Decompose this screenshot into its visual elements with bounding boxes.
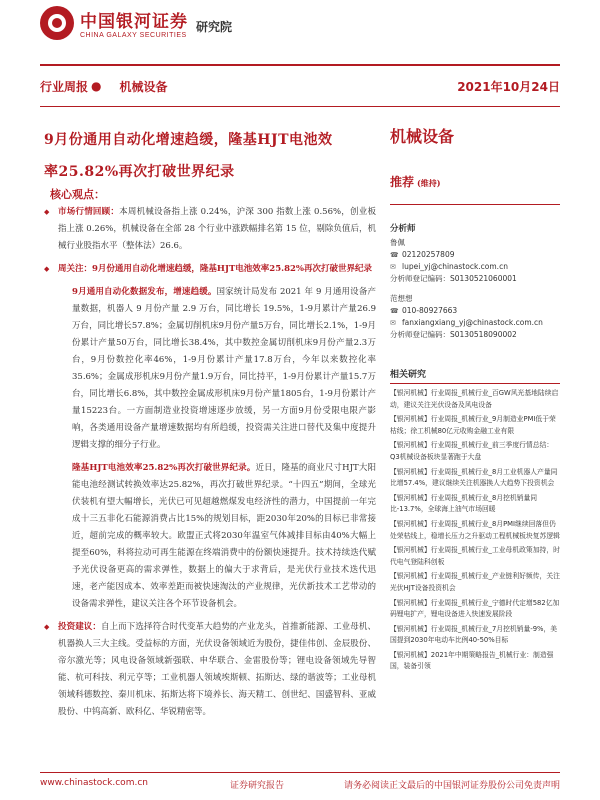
core-views-label: 核心观点： bbox=[50, 188, 105, 201]
footer-disclaimer: 请务必阅读正文最后的中国银河证券股份公司免责声明 bbox=[343, 781, 560, 791]
analyst-1-email-row bbox=[390, 261, 560, 273]
analyst-2-name: 范想想 bbox=[390, 294, 413, 303]
footer-center: 证券研究报告 bbox=[230, 781, 285, 791]
investment-text: 自上而下选择符合时代变革大趋势的产业龙头，首推新能源、工业母机、机器换人三大主线。受益标的方面，光伏设备领域近为股份，捷佳伟创、金辰股份、帝尔激光等；风电设备领域新强联、申华联合、金雷股份等；锂电设备领域先导智能、杭可科技、利元亨等；工业机器人领域埃斯顿、拓斯达、绿的谐波等；工业母机领域科德数控、秦川机床、拓斯达将下境养长、海天精工、创世纪、国盛智科、亚威股份、中钨高新、欧科亿、华锐精密等。 bbox=[58, 622, 376, 717]
report-title bbox=[44, 124, 384, 188]
related-item[interactable]: 【银河机械】行业周报_机械行业_工业母机政策加持，时代电气登陆科创板 bbox=[390, 546, 560, 566]
related-item[interactable]: 【银河机械】行业周报_机械行业_百GW风光基地陆续启动，建议关注光伏设备及风电设备 bbox=[390, 389, 559, 409]
brand-name-cn: 中国银河证券 bbox=[80, 12, 188, 32]
report-type: 行业周报 bbox=[40, 79, 89, 94]
investment-heading: 投资建议： bbox=[58, 622, 101, 632]
galaxy-logo-icon bbox=[40, 6, 74, 40]
market-review-heading: 市场行情回顾： bbox=[58, 207, 120, 217]
email-icon: ✉ bbox=[390, 319, 396, 327]
analyst-2-phone: 010-80927663 bbox=[402, 306, 458, 315]
investment-paragraph bbox=[48, 619, 376, 721]
related-item[interactable]: 【银河机械】行业周报_机械行业_宁德时代定增582亿加码锂电扩产，锂电设备进入快速发展阶段 bbox=[390, 598, 560, 619]
email-icon: ✉ bbox=[390, 263, 396, 271]
sidebar-divider bbox=[390, 204, 560, 205]
analyst-2-email-row bbox=[390, 317, 560, 329]
related-research-heading: 相关研究 bbox=[390, 367, 560, 384]
phone-icon: ☎ bbox=[390, 251, 399, 259]
brand-logo bbox=[40, 6, 232, 40]
analyst-2-email[interactable]: fanxiangxiang_yj@chinastock.com.cn bbox=[402, 318, 543, 327]
footer-website[interactable]: www.chinastock.com.cn bbox=[40, 778, 148, 788]
rating-value: 推荐 bbox=[390, 175, 415, 189]
related-item[interactable]: 【银河机械】行业周报_机械行业_8月PMI继续回落但仍处荣枯线上，稳增长压力之升驱动工程机械板块复苏逻辑 bbox=[390, 519, 560, 540]
analyst-1-name: 鲁佩 bbox=[390, 238, 405, 247]
title-line-2: 率25.82%再次打破世界纪录 bbox=[44, 164, 235, 180]
hjt-heading: 隆基HJT电池效率25.82%再次打破世界纪录。 bbox=[72, 463, 256, 473]
automation-text: 国家统计局发布 2021 年 9 月通用设备产量数据，机器人 9 月份产量 2.9 万台，同比增长 19.5%，1-9月累计产量26.9万台，同比增长57.8%；金属切削机床9月份产量5万台，同比增长2.1%，1-9月份累计产量50万台，同比增长38.4%，其中数控金属切削机床9月份产量2.3万台，9月份数控化率46%，1-9月份累计产量17.8万台，今年以来数控化率35.6%；金属成形机床9月份产量1.9万台，同比持平，1-9月份累计产量15.7万台，同比增长6.8%，其中数控金属成形机床9月份产量1805台，1-9月份累计产量15223台。一方面制造业投资增速逐步放缓，另一方面9月份受限电限产影响，各类通用设备产量增速数据均有所趋缓，投资需关注进口替代及集中度提升逻辑支撑的细分子行业。 bbox=[72, 287, 376, 450]
related-item[interactable]: 【银河机械】行业周报_机械行业_9月制造业PMI低于荣枯线；徐工机械80亿元收购金融工业有限 bbox=[390, 415, 556, 435]
analyst-2-cert: 分析师登记编码：S0130518090002 bbox=[390, 330, 517, 339]
brand-name-en: CHINA GALAXY SECURITIES bbox=[80, 32, 187, 39]
weekly-focus-paragraph bbox=[48, 261, 376, 278]
rating bbox=[390, 173, 560, 190]
analyst-block bbox=[390, 223, 560, 341]
related-item[interactable]: 【银河机械】行业周报_机械行业_前三季度行情总结：Q3机械设备板块显著跑于大盘 bbox=[390, 441, 554, 461]
automation-paragraph bbox=[48, 284, 376, 454]
analyst-1-phone: 02120257809 bbox=[402, 250, 455, 259]
header-industry: 机械设备 bbox=[119, 79, 168, 94]
analyst-1-phone-row bbox=[390, 249, 560, 261]
brand-institute: 研究院 bbox=[196, 19, 233, 34]
brand-text bbox=[80, 7, 188, 39]
analyst-2-phone-row bbox=[390, 305, 560, 317]
analyst-1-cert: 分析师登记编码：S0130521060001 bbox=[390, 274, 517, 283]
footer bbox=[40, 772, 560, 791]
related-item[interactable]: 【银河机械】行业周报_机械行业_8月工业机器人产量同比增57.4%，建议继续关注机器换人大趋势下投资机会 bbox=[390, 467, 558, 488]
analyst-label: 分析师 bbox=[390, 224, 416, 234]
weekly-focus-heading: 周关注：9月份通用自动化增速趋缓，隆基HJT电池效率25.82%再次打破世界纪录 bbox=[58, 264, 372, 274]
report-body bbox=[48, 204, 376, 727]
related-item[interactable]: 【银河机械】行业周报_机械行业_7月挖机销量-9%，美国提到2030年电动车比例40-50%目标 bbox=[390, 624, 558, 645]
related-item[interactable]: 【银河机械】行业周报_机械行业_产业链利好频传，关注光伏HJT设备投资机会 bbox=[390, 572, 560, 592]
market-review-text: 本周机械设备指上涨 0.24%，沪深 300 指数上涨 0.56%，创业板指上涨 0.26%，机械设备在全部 28 个行业中涨跌幅排名第 15 位，剔除负值后，机械行业股指水平（整体法）26.6。 bbox=[58, 207, 376, 251]
sidebar bbox=[390, 124, 560, 676]
related-research-list bbox=[390, 388, 560, 673]
title-line-1: 9月份通用自动化增速趋缓，隆基HJT电池效 bbox=[44, 132, 333, 148]
header-divider bbox=[40, 106, 560, 107]
related-item[interactable]: 【银河机械】2021年中期策略报告_机械行业：制造强国，装备引领 bbox=[390, 650, 554, 671]
hjt-text: 近日，隆基的商业尺寸HJT大阳能电池经测试转换效率达25.82%，再次打破世界纪录。“十四五”期间，全球光伏装机有望大幅增长，光伏已可见超越燃煤发电经济性的潜力，中国提前一年完成十三五非化石能源消费占比15%的规划目标，距2030年20%的目标已非常接近，超前完成的概率较大。欧盟正式将2030年温室气体减排目标由40%大幅上提至60%，科将拉动可再生能源在终端消费中的份额快速提升。技术持续迭代赋予光伏设备更高的需求弹性，数据上的偏大于求背后，是光伏行业技术迭代迅速，老产能因成本、效率差距而被快速淘汰的产业规律，光伏新技术工艺带动的设备需求弹性，建议关注各个环节设备机会。 bbox=[72, 463, 376, 609]
phone-icon: ☎ bbox=[390, 307, 399, 315]
related-item[interactable]: 【银河机械】行业周报_机械行业_8月挖机销量同比-13.7%，全球海上油气市场回暖 bbox=[390, 493, 538, 514]
rating-note: (维持) bbox=[417, 178, 441, 188]
analyst-1-email[interactable]: lupei_yj@chinastock.com.cn bbox=[402, 262, 508, 271]
hjt-paragraph bbox=[48, 460, 376, 613]
automation-heading: 9月通用自动化数据发布，增速趋缓。 bbox=[72, 287, 217, 297]
report-header bbox=[40, 72, 560, 100]
header-bullet-icon: ● bbox=[91, 79, 102, 93]
report-date: 2021年10月24日 bbox=[457, 79, 560, 94]
market-review-paragraph bbox=[48, 204, 376, 255]
top-divider bbox=[40, 64, 560, 66]
sidebar-industry: 机械设备 bbox=[390, 127, 455, 146]
